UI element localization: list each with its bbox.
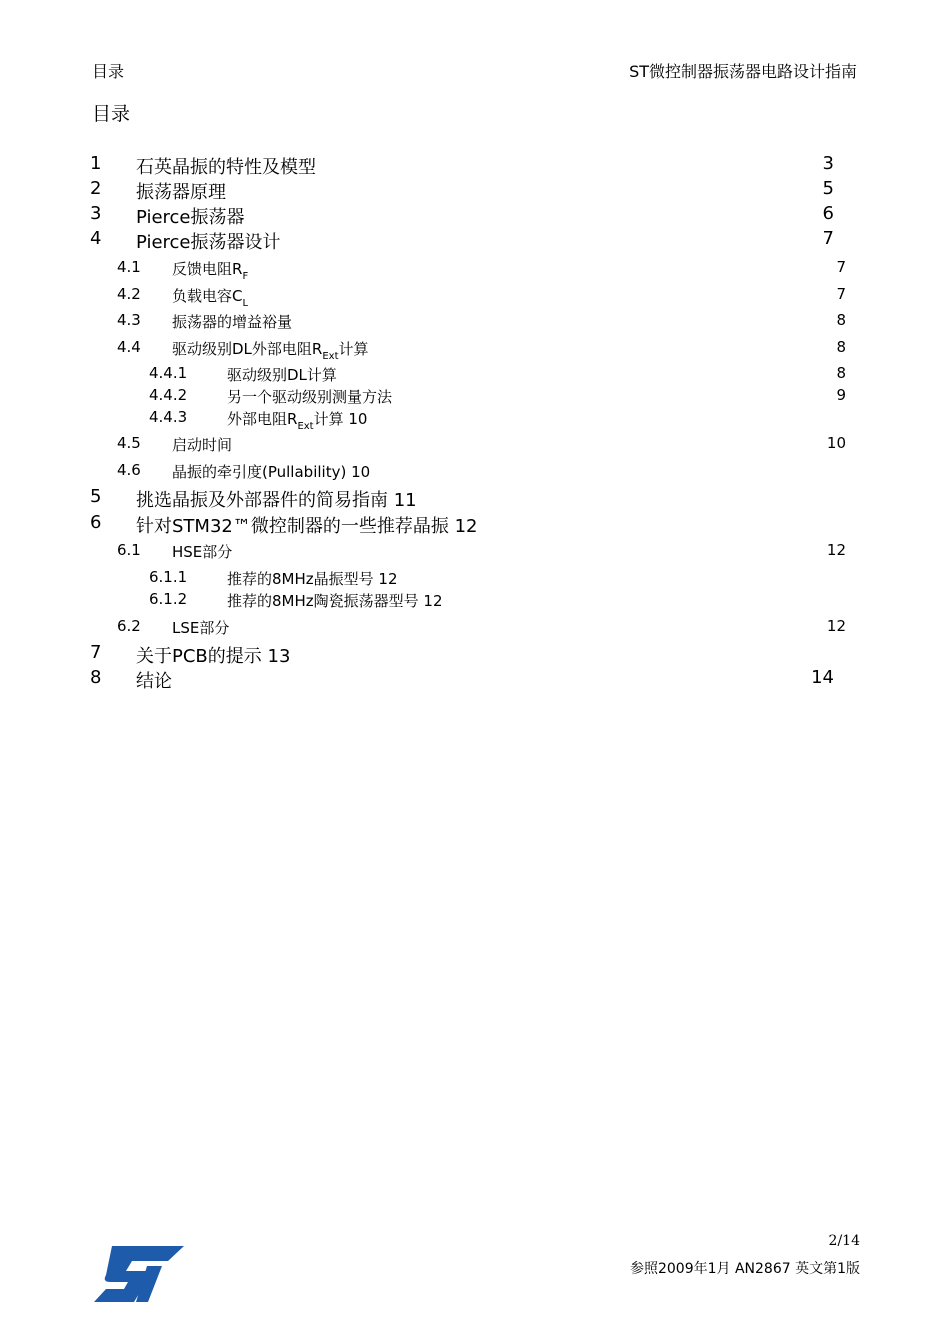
toc-entry-number: 4.4.1	[149, 364, 188, 382]
toc-entry-page: 7	[836, 285, 846, 303]
toc-entry-title	[136, 667, 172, 693]
toc-entry-title	[136, 486, 417, 512]
toc-entry[interactable]	[0, 153, 950, 177]
page-number: 2/14	[828, 1233, 860, 1249]
toc-entry-title-text: LSE部分	[172, 619, 230, 637]
toc-entry-title	[227, 568, 398, 589]
toc-entry-title-text: 结论	[136, 671, 172, 692]
toc-entry-number: 4.6	[117, 461, 141, 479]
toc-entry[interactable]	[0, 258, 950, 282]
toc-entry-title-text: 振荡器的增益裕量	[172, 313, 293, 331]
toc-entry-number: 4.4.2	[149, 386, 188, 404]
toc-entry-page: 7	[836, 258, 846, 276]
toc-entry[interactable]	[0, 408, 950, 432]
toc-entry[interactable]	[0, 568, 950, 592]
toc-entry-title	[172, 461, 370, 482]
toc-entry-title	[172, 285, 248, 309]
toc-entry-number: 8	[90, 667, 102, 688]
toc-entry-number: 2	[90, 178, 102, 199]
toc-entry-title	[172, 617, 229, 638]
toc-entry-number: 6.1	[117, 541, 141, 559]
toc-entry-title-text: 反馈电阻R	[172, 260, 243, 278]
toc-entry-title-text: 驱动级别DL计算	[227, 366, 337, 384]
toc-entry-title	[172, 434, 232, 455]
toc-entry[interactable]	[0, 512, 950, 536]
toc-entry-number: 1	[90, 153, 102, 174]
toc-entry-subscript: L	[242, 298, 249, 309]
toc-entry[interactable]	[0, 590, 950, 614]
toc-entry-number: 4.2	[117, 285, 141, 303]
toc-entry-number: 3	[90, 203, 102, 224]
toc-entry-title	[172, 258, 248, 282]
toc-entry-number: 4.5	[117, 434, 141, 452]
toc-entry-title-text: 另一个驱动级别测量方法	[227, 388, 393, 406]
toc-entry-title-text: 推荐的8MHz陶瓷振荡器型号 12	[227, 592, 443, 610]
toc-entry[interactable]	[0, 228, 950, 252]
toc-entry-title	[227, 590, 443, 611]
toc-entry[interactable]	[0, 617, 950, 641]
toc-entry-number: 4	[90, 228, 102, 249]
toc-entry[interactable]	[0, 311, 950, 335]
toc-entry-number: 6.1.2	[149, 590, 188, 608]
toc-entry-title	[136, 642, 290, 668]
toc-entry-page: 3	[822, 153, 834, 174]
toc-entry-page: 10	[826, 434, 846, 452]
toc-entry-title	[227, 386, 392, 407]
toc-entry-title	[136, 153, 316, 179]
header-section-label: 目录	[92, 62, 125, 81]
toc-entry-title-text: 晶振的牵引度(Pullability) 10	[172, 463, 371, 481]
toc-entry-number: 6	[90, 512, 102, 533]
toc-entry-title-text: 针对STM32™微控制器的一些推荐晶振 12	[136, 516, 478, 537]
toc-entry-title-text: Pierce振荡器设计	[136, 232, 281, 253]
toc-entry-title-text: 推荐的8MHz晶振型号 12	[227, 570, 398, 588]
toc-entry-title	[136, 178, 226, 204]
toc-entry[interactable]	[0, 285, 950, 309]
toc-entry-number: 5	[90, 486, 102, 507]
toc-entry-title-suffix: 计算	[338, 340, 369, 358]
toc-entry-title-text: 启动时间	[172, 436, 233, 454]
toc-entry-page: 7	[822, 228, 834, 249]
toc-entry-page: 8	[836, 364, 846, 382]
toc-entry-title-text: HSE部分	[172, 543, 233, 561]
toc-heading: 目录	[92, 103, 131, 125]
toc-entry-title-text: 挑选晶振及外部器件的简易指南 11	[136, 490, 417, 511]
toc-entry-title-text: 驱动级别DL外部电阻R	[172, 340, 323, 358]
toc-entry[interactable]	[0, 386, 950, 410]
toc-entry[interactable]	[0, 486, 950, 510]
toc-entry-page: 5	[822, 178, 834, 199]
toc-entry-title	[136, 228, 281, 254]
toc-entry-number: 6.2	[117, 617, 141, 635]
header-document-title: ST微控制器振荡器电路设计指南	[629, 62, 857, 81]
toc-entry-number: 7	[90, 642, 102, 663]
toc-entry-title-text: Pierce振荡器	[136, 207, 245, 228]
toc-entry-page: 6	[822, 203, 834, 224]
toc-entry-number: 4.3	[117, 311, 141, 329]
toc-entry-title	[172, 541, 232, 562]
toc-entry-page: 14	[811, 667, 834, 688]
toc-entry[interactable]	[0, 203, 950, 227]
toc-entry-subscript: Ext	[297, 421, 314, 432]
toc-entry-number: 6.1.1	[149, 568, 188, 586]
toc-entry-number: 4.1	[117, 258, 141, 276]
toc-entry-subscript: F	[242, 271, 249, 282]
toc-entry[interactable]	[0, 642, 950, 666]
toc-entry-page: 8	[836, 338, 846, 356]
toc-entry-title-text: 石英晶振的特性及模型	[136, 157, 316, 178]
toc-entry[interactable]	[0, 434, 950, 458]
toc-entry[interactable]	[0, 541, 950, 565]
toc-entry-title-text: 外部电阻R	[227, 410, 298, 428]
toc-entry-subscript: Ext	[322, 351, 339, 362]
document-reference: 参照2009年1月 AN2867 英文第1版	[629, 1261, 860, 1277]
toc-entry-title	[227, 364, 337, 385]
toc-entry[interactable]	[0, 178, 950, 202]
toc-entry-title-text: 关于PCB的提示 13	[136, 646, 291, 667]
toc-entry-page: 8	[836, 311, 846, 329]
toc-entry-number: 4.4.3	[149, 408, 188, 426]
toc-entry-page: 9	[836, 386, 846, 404]
toc-entry-page: 12	[826, 541, 846, 559]
toc-entry-title-text: 振荡器原理	[136, 182, 226, 203]
toc-entry-title	[172, 338, 369, 362]
toc-entry-title	[136, 512, 477, 538]
st-logo-icon	[92, 1244, 186, 1304]
toc-entry-title	[172, 311, 292, 332]
toc-entry-title	[227, 408, 367, 432]
toc-entry[interactable]	[0, 338, 950, 362]
toc-entry-title-suffix: 计算 10	[313, 410, 368, 428]
toc-entry[interactable]	[0, 667, 950, 691]
toc-entry-number: 4.4	[117, 338, 141, 356]
toc-entry-title-text: 负载电容C	[172, 287, 243, 305]
toc-entry-page: 12	[826, 617, 846, 635]
toc-entry[interactable]	[0, 461, 950, 485]
toc-entry-title	[136, 203, 245, 229]
toc-entry[interactable]	[0, 364, 950, 388]
